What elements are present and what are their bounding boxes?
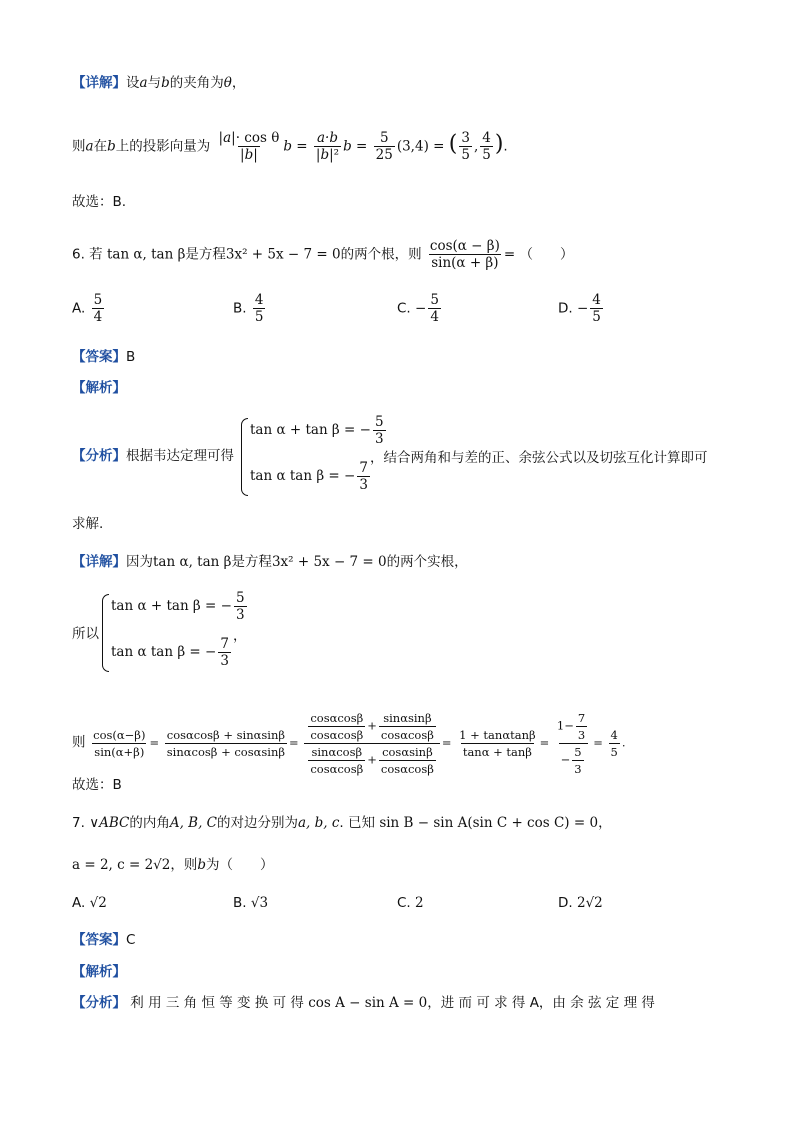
analysis-6-tail-2: 求解. xyxy=(72,516,104,532)
brace-1 xyxy=(241,418,248,496)
system-1-eq-2: tan α tan β = − $\frac{7}{3}$ xyxy=(250,460,368,493)
answer-7: 【答案】C xyxy=(72,932,136,948)
system-2-eq-2: tan α tan β = − $\frac{7}{3}$ xyxy=(111,636,229,669)
q6-option-d[interactable]: D. − $\frac{4}{5}$ xyxy=(558,292,601,325)
calc-6-line: 则 $\frac{\cos(\alpha-\beta)}{\sin(\alpha+\beta)}$ = $\frac{\cos\alpha\cos\beta + \sin\alpha\sin\beta}{\sin\alpha\cos\beta + \cos\alpha\sin\beta}$ = $\frac{\cos\alpha\cos\beta}{\cos\alpha\cos\beta}$ + $\frac{\sin\alpha\sin\beta}{\cos\alpha\cos\beta}$ $\frac{\sin\alpha\cos\beta}{\cos\alpha\cos\beta}$ + $\frac{\cos\alpha\sin\beta}{\cos\alpha\cos\beta}$ = $\frac{1 + \tan\alpha\tan\beta}{\tan\alpha + \tan\beta}$ = 1− $\frac{7}{3}$ − $\frac{5}{3}$ = $\frac{4}{5}$ . xyxy=(72,711,626,776)
analysis-6-tail: ，结合两角和与差的正、余弦公式以及切弦互化计算即可 xyxy=(370,450,708,466)
projection-fraction-3: $\frac{5}{25}$ xyxy=(375,130,393,163)
choose-line-1: 故选：B. xyxy=(72,194,127,210)
analysis-7-line: 【分析】 利 用 三 角 恒 等 变 换 可 得 cos A − sin A = 0，进 而 可 求 得 A，由 余 弦 定 理 得 xyxy=(72,995,655,1011)
question-7-line-2: a = 2, c = 2√2，则b为（ ） xyxy=(72,857,274,873)
detail-line-1: 【详解】设a与b的夹角为θ， xyxy=(72,75,246,91)
analysis-6-tag: 【解析】 xyxy=(72,380,126,396)
question-6: 6. 若 tan α, tan β是方程3x² + 5x − 7 = 0的两个根，则 $\frac{\cos(\alpha - \beta)}{\sin(\alpha + \beta)}$ = （ ） xyxy=(72,238,574,271)
q7-option-c[interactable]: C. 2 xyxy=(397,895,424,911)
q7-option-a[interactable]: A. √2 xyxy=(72,895,107,911)
question-7: 7. ∨ABC的内角A, B, C的对边分别为a, b, c. 已知 sin B − sin A(sin C + cos C) = 0， xyxy=(72,815,612,831)
q6-option-b[interactable]: B. $\frac{4}{5}$ xyxy=(233,292,264,325)
projection-fraction-2: $\frac{a\cdot b}{\text{|b|²}}$ xyxy=(315,130,340,163)
q7-option-b[interactable]: B. √3 xyxy=(233,895,269,911)
brace-2 xyxy=(102,594,109,672)
answer-6: 【答案】B xyxy=(72,349,136,365)
analysis-7-tag: 【解析】 xyxy=(72,964,126,980)
so-line: 所以 xyxy=(72,626,99,642)
q7-option-d[interactable]: D. 2√2 xyxy=(558,895,603,911)
detail-tag: 【详解】 xyxy=(72,75,126,91)
system-2-eq-1: tan α + tan β = − $\frac{5}{3}$ xyxy=(111,590,245,623)
q6-option-c[interactable]: C. − $\frac{5}{4}$ xyxy=(397,292,439,325)
q6-option-a[interactable]: A. $\frac{5}{4}$ xyxy=(72,292,103,325)
projection-line: 则a在b上的投影向量为 $\frac{\text{|a|· cos θ}}{|b|}$ b = $\frac{a\cdot b}{\text{|b|²}}$ b = $\frac{5}{25}$ (3,4) = ( $\frac{3}{5}$ , $\frac{4}{5}$ ). xyxy=(72,130,508,163)
projection-fraction-1: $\frac{\text{|a|· cos θ}}{|b|}$ xyxy=(218,130,280,163)
system-1-eq-1: tan α + tan β = − $\frac{5}{3}$ xyxy=(250,414,384,447)
choose-line-2: 故选：B xyxy=(72,777,122,793)
question-6-fraction: $\frac{\cos(\alpha - \beta)}{\sin(\alpha + \beta)}$ xyxy=(429,238,500,271)
analysis-6-line: 【分析】根据韦达定理可得 xyxy=(72,448,234,464)
detail-6-line: 【详解】因为tan α, tan β是方程3x² + 5x − 7 = 0的两个实根， xyxy=(72,554,468,570)
